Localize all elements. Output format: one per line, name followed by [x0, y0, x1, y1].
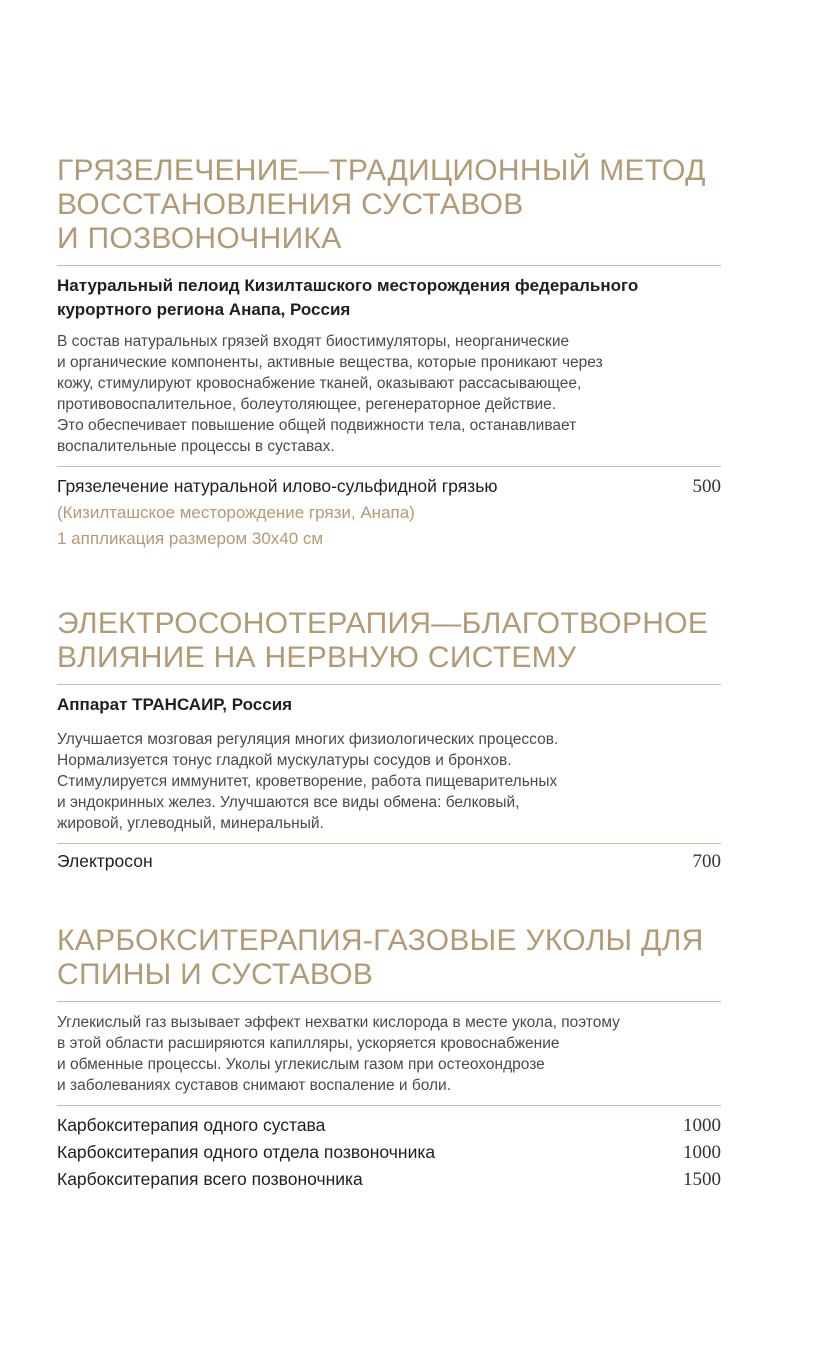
price-row: [57, 473, 721, 500]
section-subtitle: Аппарат ТРАНСАИР, Россия: [57, 695, 293, 714]
divider: [57, 1001, 721, 1002]
service-name: Электросон: [57, 851, 153, 871]
section-title: ГРЯЗЕЛЕЧЕНИЕ—ТРАДИЦИОННЫЙ МЕТОД ВОССТАНОВЛЕНИЯ СУСТАВОВ И ПОЗВОНОЧНИКА: [57, 154, 706, 255]
service-name: Карбокситерапия всего позвоночника: [57, 1169, 363, 1189]
price-row: [57, 1166, 721, 1193]
service-price: 700: [692, 851, 721, 872]
service-name: Карбокситерапия одного сустава: [57, 1115, 326, 1135]
divider: [57, 466, 721, 467]
divider: [57, 1105, 721, 1106]
divider: [57, 265, 721, 266]
service-name: Карбокситерапия одного отдела позвоночника: [57, 1142, 436, 1162]
service-name: Грязелечение натуральной илово-сульфидной грязью: [57, 476, 498, 496]
section-title: ЭЛЕКТРОСОНОТЕРАПИЯ—БЛАГОТВОРНОЕ ВЛИЯНИЕ НА НЕРВНУЮ СИСТЕМУ: [57, 607, 709, 674]
service-price: 1000: [683, 1142, 721, 1163]
section-mud-therapy: [57, 154, 721, 552]
section-description: В состав натуральных грязей входят биостимуляторы, неорганические и органические компоненты, активные вещества, которые проникают через кожу, стимулируют кровоснабжение тканей, оказывают рассасывающее, противовоспалительное, болеутоляющее, регенераторное действие. Это обеспечивает повышение общей подвижности тела, останавливает воспалительные процессы в суставах.: [57, 333, 603, 455]
divider: [57, 684, 721, 685]
service-note: 1 аппликация размером 30х40 см: [57, 529, 324, 548]
divider: [57, 843, 721, 844]
section-description: Улучшается мозговая регуляция многих физиологических процессов. Нормализуется тонус гладкой мускулатуры сосудов и бронхов. Стимулируется иммунитет, кроветворение, работа пищеварительных и эндокринных желез. Улучшаются все виды обмена: белковый, жировой, углеводный, минеральный.: [57, 731, 559, 832]
price-row: [57, 1112, 721, 1139]
price-row: [57, 1139, 721, 1166]
section-carboxytherapy: [57, 924, 721, 1193]
service-price: 500: [692, 476, 721, 497]
section-title: КАРБОКСИТЕРАПИЯ-ГАЗОВЫЕ УКОЛЫ ДЛЯ СПИНЫ И СУСТАВОВ: [57, 924, 704, 991]
section-electrosleep: [57, 607, 721, 875]
section-subtitle: Натуральный пелоид Кизилташского месторождения федерального курортного региона Анапа, Россия: [57, 276, 639, 319]
price-row: [57, 848, 721, 875]
section-description: Углекислый газ вызывает эффект нехватки кислорода в месте укола, поэтому в этой области расширяются капилляры, ускоряется кровоснабжение и обменные процессы. Уколы углекислым газом при остеохондрозе и заболеваниях суставов снимают воспаление и боли.: [57, 1014, 620, 1094]
service-note: (Кизилташское месторождение грязи, Анапа): [57, 503, 415, 522]
service-price: 1000: [683, 1115, 721, 1136]
service-price: 1500: [683, 1169, 721, 1190]
price-list: [57, 1112, 721, 1193]
